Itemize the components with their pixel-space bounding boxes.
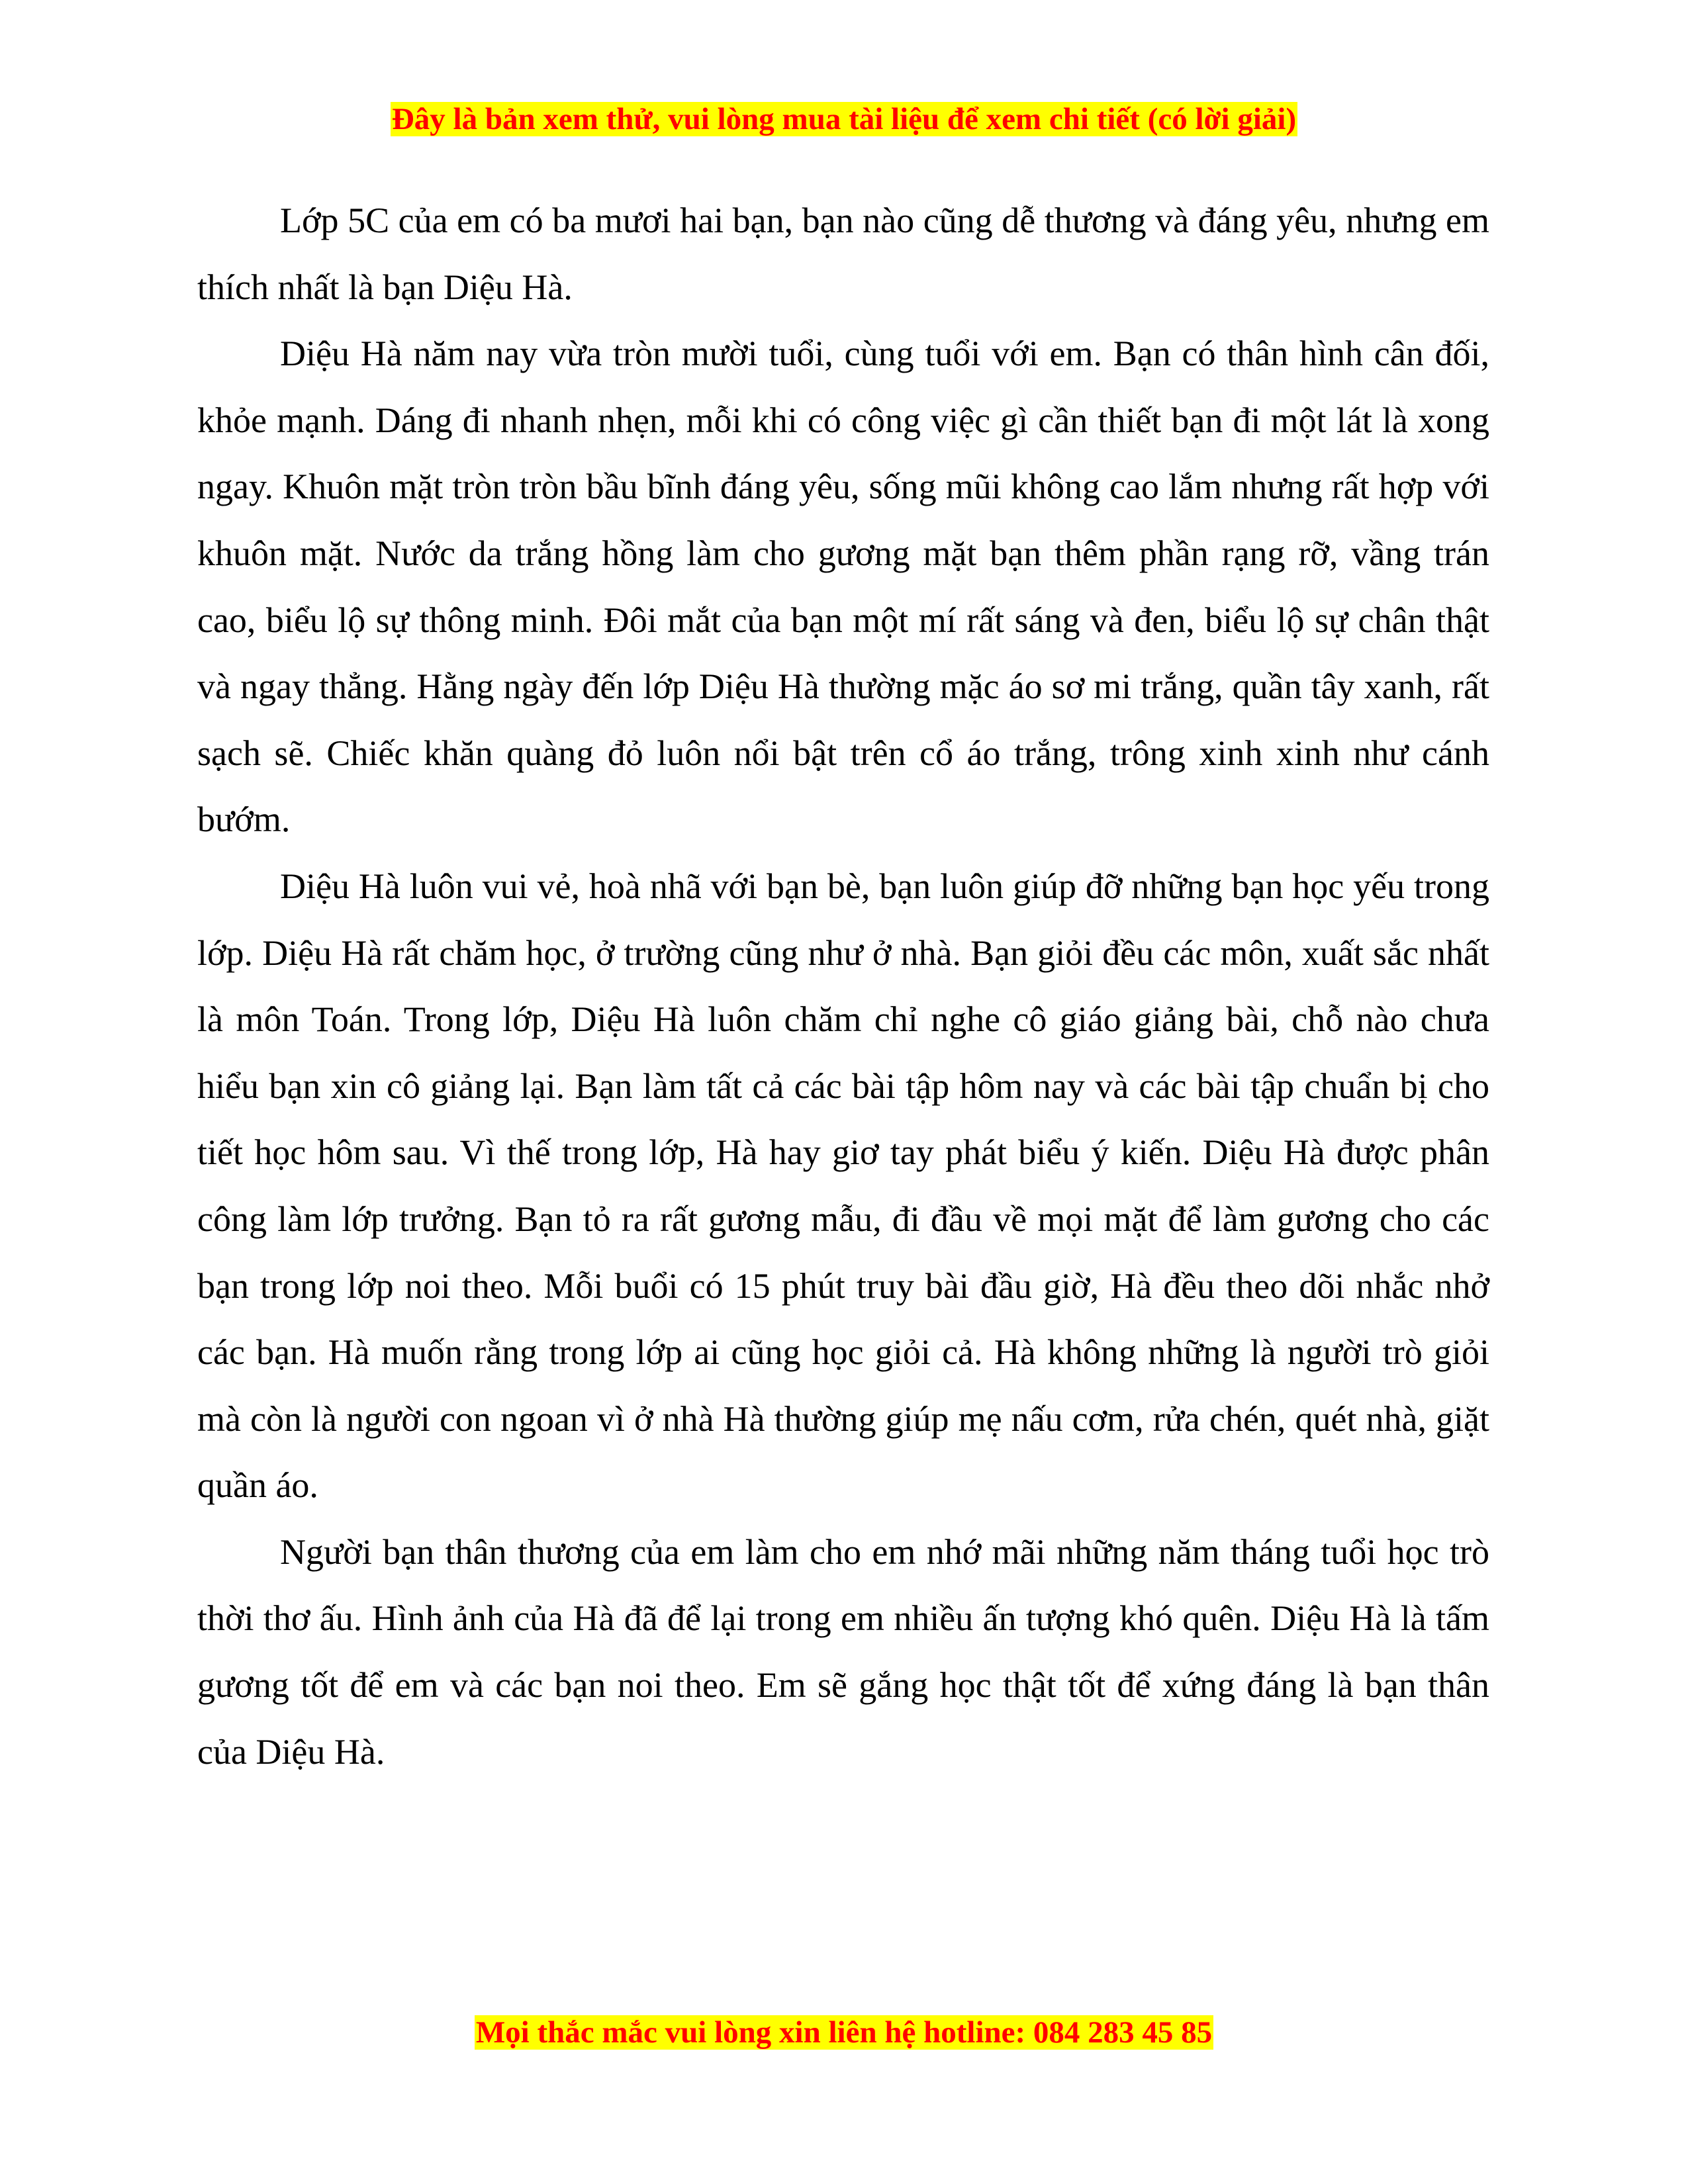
hotline-banner [0, 2013, 1688, 2052]
paragraph-2: Diệu Hà năm nay vừa tròn mười tuổi, cùng tuổi với em. Bạn có thân hình cân đối, khỏe mạnh. Dáng đi nhanh nhẹn, mỗi khi có công việc gì cần thiết bạn đi một lát là xong ngay. Khuôn mặt tròn tròn bầu bĩnh đáng yêu, sống mũi không cao lắm nhưng rất hợp với khuôn mặt. Nước da trắng hồng làm cho gương mặt bạn thêm phần rạng rỡ, vầng trán cao, biểu lộ sự thông minh. Đôi mắt của bạn một mí rất sáng và đen, biểu lộ sự chân thật và ngay thẳng. Hằng ngày đến lớp Diệu Hà thường mặc áo sơ mi trắng, quần tây xanh, rất sạch sẽ. Chiếc khăn quàng đỏ luôn nổi bật trên cổ áo trắng, trông xinh xinh như cánh bướm. [197, 334, 1489, 840]
paragraph-4: Người bạn thân thương của em làm cho em nhớ mãi những năm tháng tuổi học trò thời thơ ấu. Hình ảnh của Hà đã để lại trong em nhiều ấn tượng khó quên. Diệu Hà là tấm gương tốt để em và các bạn noi theo. Em sẽ gắng học thật tốt để xứng đáng là bạn thân của Diệu Hà. [197, 1531, 1489, 1772]
essay-body [197, 187, 1489, 1785]
hotline-text: Mọi thắc mắc vui lòng xin liên hệ hotline: 084 283 45 85 [475, 2015, 1213, 2050]
paragraph-1: Lớp 5C của em có ba mươi hai bạn, bạn nào cũng dễ thương và đáng yêu, nhưng em thích nhất là bạn Diệu Hà. [197, 201, 1489, 307]
preview-notice-banner [0, 99, 1688, 139]
preview-notice-text: Đây là bản xem thử, vui lòng mua tài liệu để xem chi tiết (có lời giải) [391, 102, 1297, 136]
paragraph-3: Diệu Hà luôn vui vẻ, hoà nhã với bạn bè, bạn luôn giúp đỡ những bạn học yếu trong lớp. Diệu Hà rất chăm học, ở trường cũng như ở nhà. Bạn giỏi đều các môn, xuất sắc nhất là môn Toán. Trong lớp, Diệu Hà luôn chăm chỉ nghe cô giáo giảng bài, chỗ nào chưa hiểu bạn xin cô giảng lại. Bạn làm tất cả các bài tập hôm nay và các bài tập chuẩn bị cho tiết học hôm sau. Vì thế trong lớp, Hà hay giơ tay phát biểu ý kiến. Diệu Hà được phân công làm lớp trưởng. Bạn tỏ ra rất gương mẫu, đi đầu về mọi mặt để làm gương cho các bạn trong lớp noi theo. Mỗi buổi có 15 phút truy bài đầu giờ, Hà đều theo dõi nhắc nhở các bạn. Hà muốn rằng trong lớp ai cũng học giỏi cả. Hà không những là người trò giỏi mà còn là người con ngoan vì ở nhà Hà thường giúp mẹ nấu cơm, rửa chén, quét nhà, giặt quần áo. [197, 866, 1489, 1506]
